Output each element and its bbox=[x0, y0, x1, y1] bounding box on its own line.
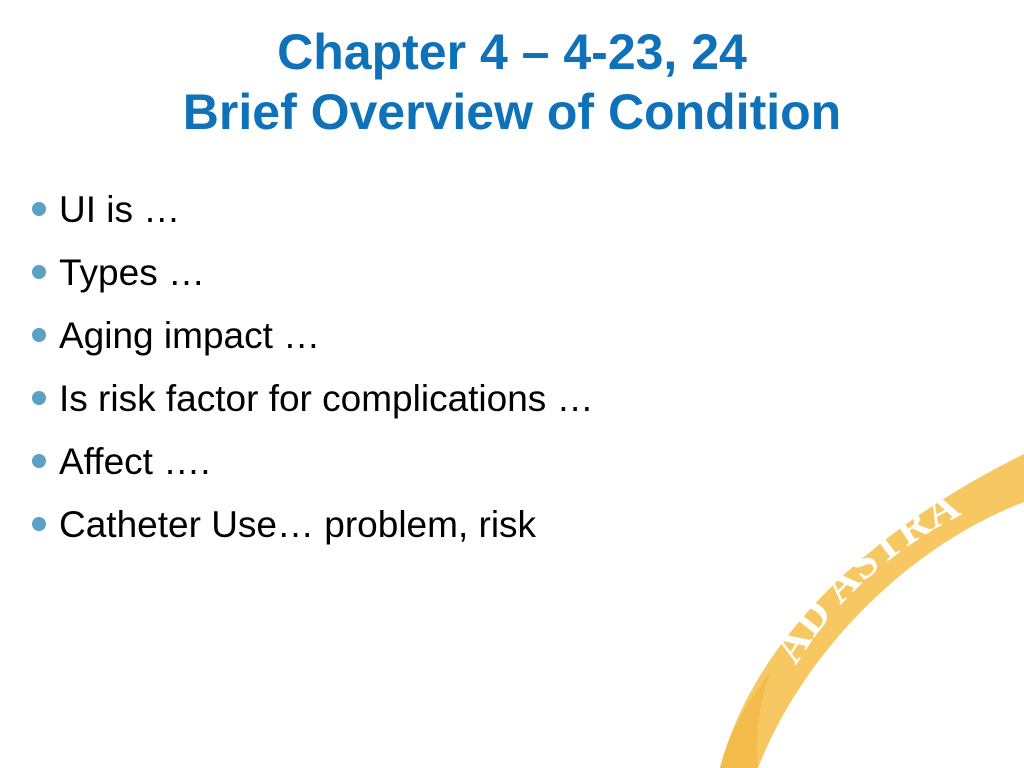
bullet-dot-icon bbox=[32, 265, 46, 279]
logo-swoosh bbox=[720, 454, 1024, 768]
bullet-text: Is risk factor for complications … bbox=[59, 378, 594, 419]
logo-text: AD ASTRA bbox=[762, 479, 968, 672]
bullet-list bbox=[30, 178, 594, 556]
slide-title bbox=[0, 22, 1024, 142]
bullet-item bbox=[30, 304, 594, 367]
bullet-dot-icon bbox=[32, 202, 46, 216]
bullet-item bbox=[30, 241, 594, 304]
bullet-dot-icon bbox=[32, 391, 46, 405]
bullet-dot-icon bbox=[32, 454, 46, 468]
bullet-item bbox=[30, 493, 594, 556]
title-line-1: Chapter 4 – 4-23, 24 bbox=[277, 24, 747, 80]
bullet-text: UI is … bbox=[59, 189, 181, 230]
bullet-dot-icon bbox=[32, 328, 46, 342]
bullet-text: Types … bbox=[59, 252, 205, 293]
bullet-item bbox=[30, 367, 594, 430]
bullet-text: Catheter Use… problem, risk bbox=[59, 504, 537, 545]
ad-astra-logo bbox=[700, 440, 1024, 768]
bullet-item bbox=[30, 178, 594, 241]
bullet-dot-icon bbox=[32, 517, 46, 531]
title-line-2: Brief Overview of Condition bbox=[182, 84, 842, 140]
bullet-text: Aging impact … bbox=[59, 315, 321, 356]
bullet-item bbox=[30, 430, 594, 493]
bullet-text: Affect …. bbox=[59, 441, 211, 482]
